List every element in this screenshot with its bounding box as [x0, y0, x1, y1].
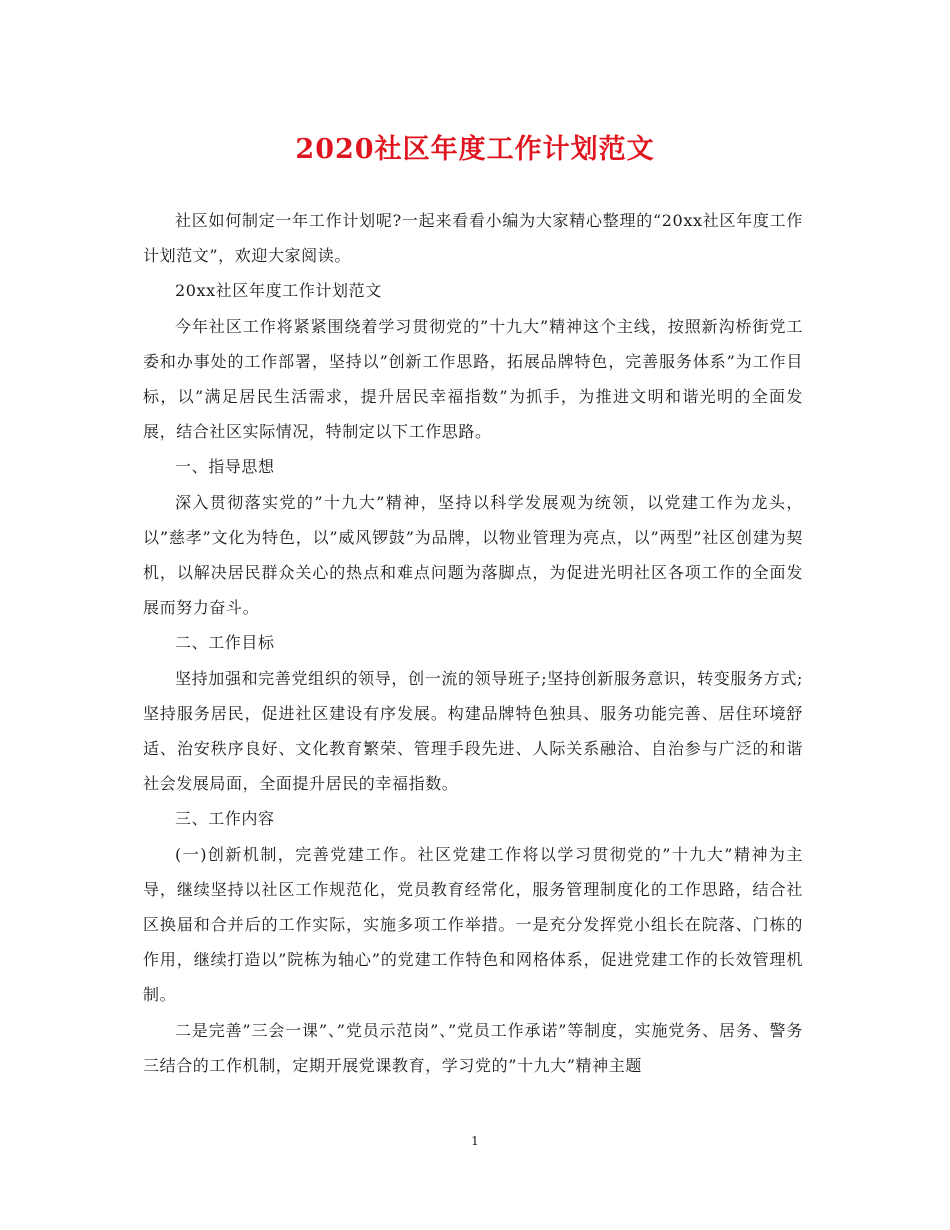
paragraph-overview: 今年社区工作将紧紧围绕着学习贯彻党的”十九大”精神这个主线，按照新沟桥街党工委和办事处的工作部署，坚持以”创新工作思路，拓展品牌特色，完善服务体系”为工作目标，以”满足居民生活需求，提升居民幸福指数”为抓手，为推进文明和谐光明的全面发展，结合社区实际情况，特制定以下工作思路。 [143, 316, 803, 442]
page-number: 1 [471, 1134, 479, 1148]
paragraph-guiding-ideology: 深入贯彻落实党的”十九大”精神，坚持以科学发展观为统领，以党建工作为龙头，以”慈孝”文化为特色，以”威风锣鼓”为品牌，以物业管理为亮点，以”两型”社区创建为契机，以解决居民群众关心的热点和难点问题为落脚点，为促进光明社区各项工作的全面发展而努力奋斗。 [143, 492, 803, 618]
section-heading-work-goals: 二、工作目标 [175, 633, 275, 653]
paragraph-work-goals: 坚持加强和完善党组织的领导，创一流的领导班子;坚持创新服务意识，转变服务方式;坚持服务居民，促进社区建设有序发展。构建品牌特色独具、服务功能完善、居住环境舒适、治安秩序良好、文化教育繁荣、管理手段先进、人际关系融洽、自治参与广泛的和谐社会发展局面，全面提升居民的幸福指数。 [143, 668, 803, 794]
paragraph-work-content-1: (一)创新机制，完善党建工作。社区党建工作将以学习贯彻党的”十九大”精神为主导，继续坚持以社区工作规范化，党员教育经常化，服务管理制度化的工作思路，结合社区换届和合并后的工作实际，实施多项工作举措。一是充分发挥党小组长在院落、门栋的作用，继续打造以”院栋为轴心”的党建工作特色和网格体系，促进党建工作的长效管理机制。 [143, 844, 803, 1005]
document-body [143, 203, 803, 1083]
section-heading-work-content: 三、工作内容 [175, 809, 275, 829]
section-heading-guiding-ideology: 一、指导思想 [175, 457, 275, 477]
paragraph-intro: 社区如何制定一年工作计划呢?一起来看看小编为大家精心整理的“20xx社区年度工作计划范文”，欢迎大家阅读。 [143, 211, 803, 266]
paragraph-subtitle: 20xx社区年度工作计划范文 [175, 281, 382, 301]
paragraph-work-content-2: 二是完善”三会一课”、”党员示范岗”、”党员工作承诺”等制度，实施党务、居务、警务三结合的工作机制，定期开展党课教育，学习党的”十九大”精神主题 [143, 1020, 803, 1075]
document-title: 2020社区年度工作计划范文 [295, 134, 655, 165]
